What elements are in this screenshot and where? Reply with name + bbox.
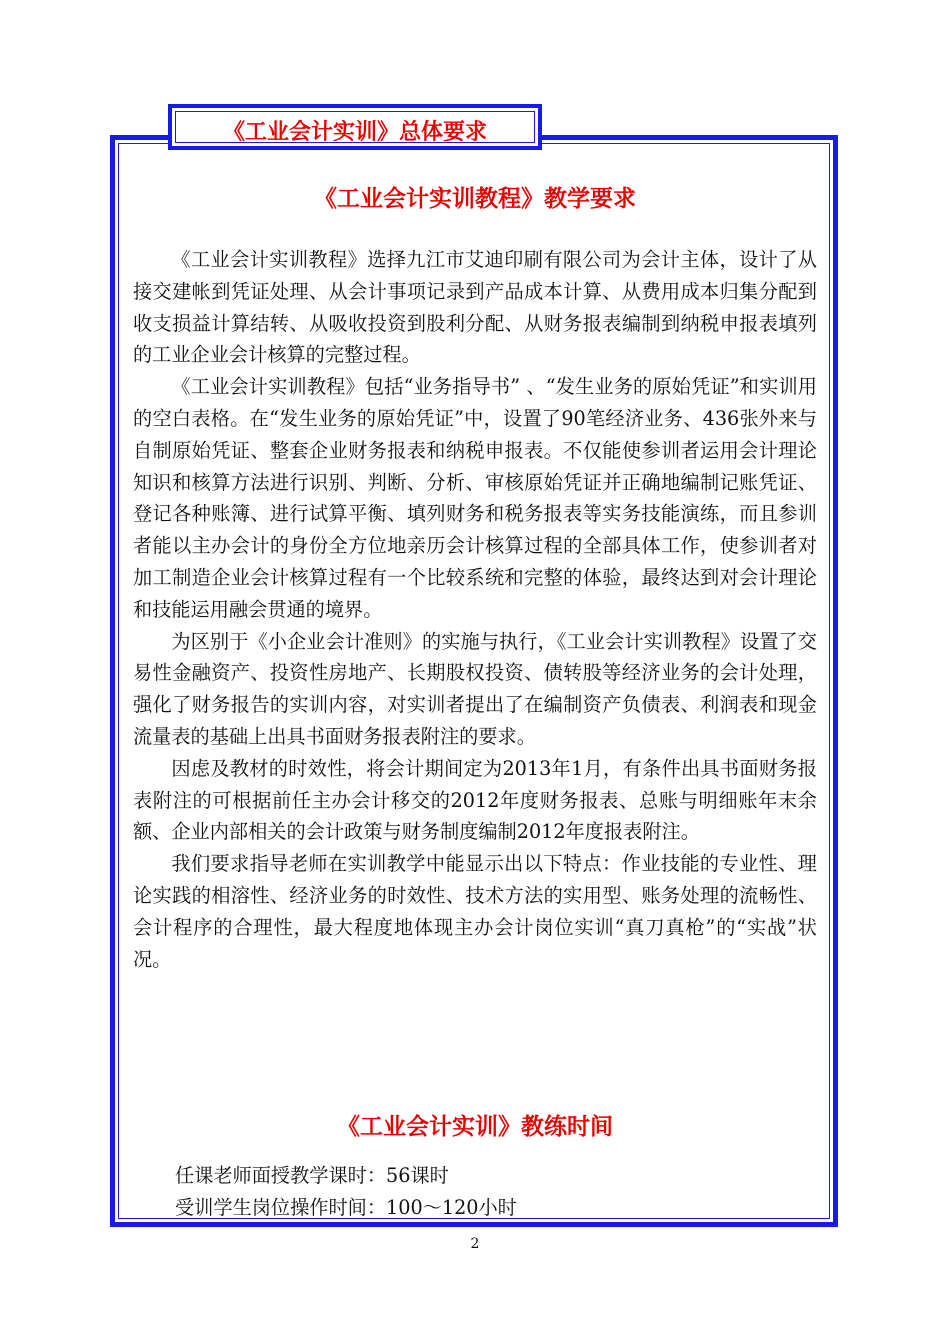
training-hours xyxy=(175,1160,517,1224)
teacher-hours-line: 任课老师面授教学课时：56课时 xyxy=(175,1164,449,1187)
paragraph: 《工业会计实训教程》包括“业务指导书” 、“发生业务的原始凭证”和实训用的空白表格。在“发生业务的原始凭证”中，设置了90笔经济业务、436张外来与自制原始凭证、整套企业财务报表和纳税申报表。不仅能使参训者运用会计理论知识和核算方法进行识别、判断、分析、审核原始凭证并正确地编制记账凭证、登记各种账簿、进行试算平衡、填列财务和税务报表等实务技能演练，而且参训者能以主办会计的身份全方位地亲历会计核算过程的全部具体工作，使参训者对加工制造企业会计核算过程有一个比较系统和完整的体验，最终达到对会计理论和技能运用融会贯通的境界。 xyxy=(133,375,817,621)
header-title: 《工业会计实训》总体要求 xyxy=(222,120,487,145)
teaching-requirements-body xyxy=(133,244,817,975)
paragraph: 我们要求指导老师在实训教学中能显示出以下特点：作业技能的专业性、理论实践的相溶性、经济业务的时效性、技术方法的实用型、账务处理的流畅性、会计程序的合理性，最大程度地体现主办会计岗位实训“真刀真枪”的“实战”状况。 xyxy=(133,852,817,971)
section-title-training-time: 《工业会计实训》教练时间 xyxy=(337,1114,613,1140)
page-number: 2 xyxy=(470,1236,480,1252)
paragraph: 因虑及教材的时效性，将会计期间定为2013年1月，有条件出具书面财务报表附注的可根据前任主办会计移交的2012年度财务报表、总账与明细账年末余额、企业内部相关的会计政策与财务制度编制2012年度报表附注。 xyxy=(133,756,817,844)
section-title-teaching-requirements: 《工业会计实训教程》教学要求 xyxy=(314,186,636,212)
paragraph: 为区别于《小企业会计准则》的实施与执行，《工业会计实训教程》设置了交易性金融资产、投资性房地产、长期股权投资、债转股等经济业务的会计处理，强化了财务报告的实训内容，对实训者提出了在编制资产负债表、利润表和现金流量表的基础上出具书面财务报表附注的要求。 xyxy=(133,629,817,748)
header-tab xyxy=(168,104,542,150)
student-hours-line: 受训学生岗位操作时间：100～120小时 xyxy=(175,1195,517,1219)
paragraph: 《工业会计实训教程》选择九江市艾迪印刷有限公司为会计主体，设计了从接交建帐到凭证处理、从会计事项记录到产品成本计算、从费用成本归集分配到收支损益计算结转、从吸收投资到股利分配、从财务报表编制到纳税申报表填列的工业企业会计核算的完整过程。 xyxy=(133,248,817,367)
